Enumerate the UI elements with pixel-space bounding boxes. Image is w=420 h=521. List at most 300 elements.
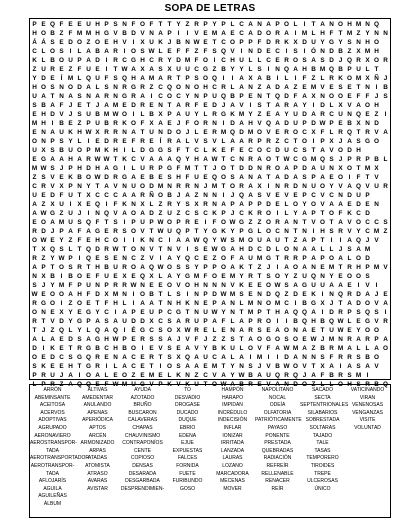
grid-letter[interactable]: E bbox=[104, 228, 109, 235]
grid-letter[interactable]: X bbox=[194, 201, 199, 208]
grid-letter[interactable]: Á bbox=[41, 39, 46, 46]
grid-letter[interactable]: C bbox=[266, 147, 271, 154]
grid-letter[interactable]: I bbox=[321, 309, 324, 316]
grid-letter[interactable]: A bbox=[104, 327, 109, 334]
grid-letter[interactable]: A bbox=[86, 84, 91, 91]
grid-letter[interactable]: P bbox=[131, 309, 136, 316]
grid-letter[interactable]: B bbox=[338, 66, 343, 73]
grid-letter[interactable]: W bbox=[130, 282, 137, 289]
grid-letter[interactable]: R bbox=[284, 57, 289, 64]
grid-letter[interactable]: G bbox=[131, 57, 136, 64]
grid-letter[interactable]: Y bbox=[185, 93, 190, 100]
grid-letter[interactable]: H bbox=[95, 165, 100, 172]
grid-letter[interactable]: A bbox=[50, 156, 55, 163]
grid-letter[interactable]: P bbox=[221, 21, 226, 28]
grid-letter[interactable]: D bbox=[212, 102, 217, 109]
grid-letter[interactable]: V bbox=[212, 138, 217, 145]
grid-letter[interactable]: D bbox=[95, 246, 100, 253]
grid-letter[interactable]: P bbox=[104, 282, 109, 289]
grid-letter[interactable]: R bbox=[248, 138, 253, 145]
grid-letter[interactable]: D bbox=[149, 183, 154, 190]
grid-letter[interactable]: P bbox=[320, 255, 325, 262]
grid-letter[interactable]: W bbox=[193, 39, 200, 46]
grid-letter[interactable]: H bbox=[113, 39, 118, 46]
grid-letter[interactable]: F bbox=[338, 210, 343, 217]
grid-letter[interactable]: Q bbox=[311, 273, 316, 280]
grid-letter[interactable]: B bbox=[50, 273, 55, 280]
grid-letter[interactable]: A bbox=[239, 255, 244, 262]
grid-letter[interactable]: Q bbox=[365, 309, 370, 316]
grid-letter[interactable]: W bbox=[220, 237, 227, 244]
grid-letter[interactable]: L bbox=[131, 165, 136, 172]
grid-letter[interactable]: H bbox=[95, 264, 100, 271]
grid-letter[interactable]: I bbox=[60, 300, 63, 307]
grid-letter[interactable]: R bbox=[257, 318, 262, 325]
grid-letter[interactable]: Y bbox=[230, 372, 235, 379]
grid-letter[interactable]: M bbox=[337, 345, 344, 352]
grid-letter[interactable]: V bbox=[230, 48, 235, 55]
grid-letter[interactable]: U bbox=[68, 147, 73, 154]
grid-letter[interactable]: M bbox=[373, 264, 380, 271]
grid-letter[interactable]: R bbox=[365, 381, 370, 388]
grid-letter[interactable]: K bbox=[167, 381, 172, 388]
grid-letter[interactable]: D bbox=[68, 39, 73, 46]
grid-letter[interactable]: L bbox=[329, 102, 334, 109]
grid-letter[interactable]: Y bbox=[365, 30, 370, 37]
grid-letter[interactable]: W bbox=[58, 255, 65, 262]
grid-letter[interactable]: D bbox=[104, 138, 109, 145]
grid-letter[interactable]: A bbox=[32, 201, 37, 208]
grid-letter[interactable]: Q bbox=[302, 309, 307, 316]
grid-letter[interactable]: F bbox=[329, 354, 334, 361]
grid-letter[interactable]: D bbox=[266, 246, 271, 253]
grid-letter[interactable]: A bbox=[176, 237, 181, 244]
grid-letter[interactable]: I bbox=[186, 30, 189, 37]
grid-letter[interactable]: I bbox=[105, 363, 108, 370]
grid-letter[interactable]: A bbox=[383, 129, 388, 136]
grid-letter[interactable]: X bbox=[158, 111, 163, 118]
grid-letter[interactable]: R bbox=[77, 345, 82, 352]
grid-letter[interactable]: A bbox=[365, 363, 370, 370]
grid-letter[interactable]: I bbox=[123, 165, 126, 172]
grid-letter[interactable]: Y bbox=[86, 183, 91, 190]
grid-letter[interactable]: R bbox=[113, 48, 118, 55]
grid-letter[interactable]: L bbox=[41, 48, 46, 55]
grid-letter[interactable]: S bbox=[356, 309, 361, 316]
grid-letter[interactable]: C bbox=[356, 210, 361, 217]
grid-letter[interactable]: M bbox=[310, 156, 317, 163]
grid-letter[interactable]: K bbox=[122, 156, 127, 163]
grid-letter[interactable]: C bbox=[230, 156, 235, 163]
grid-letter[interactable]: E bbox=[131, 336, 136, 343]
grid-letter[interactable]: Z bbox=[158, 201, 163, 208]
grid-letter[interactable]: L bbox=[158, 273, 163, 280]
grid-letter[interactable]: P bbox=[347, 309, 352, 316]
grid-letter[interactable]: A bbox=[347, 183, 352, 190]
grid-letter[interactable]: P bbox=[50, 138, 55, 145]
grid-letter[interactable]: V bbox=[374, 318, 379, 325]
grid-letter[interactable]: Y bbox=[284, 111, 289, 118]
grid-letter[interactable]: R bbox=[32, 318, 37, 325]
grid-letter[interactable]: J bbox=[338, 246, 343, 253]
grid-letter[interactable]: A bbox=[221, 201, 226, 208]
grid-letter[interactable]: P bbox=[149, 219, 154, 226]
grid-letter[interactable]: E bbox=[122, 102, 127, 109]
grid-letter[interactable]: X bbox=[374, 165, 379, 172]
grid-letter[interactable]: F bbox=[194, 102, 199, 109]
grid-letter[interactable]: A bbox=[293, 354, 298, 361]
grid-letter[interactable]: Ñ bbox=[374, 75, 379, 82]
grid-letter[interactable]: N bbox=[95, 210, 100, 217]
grid-letter[interactable]: E bbox=[59, 363, 64, 370]
grid-letter[interactable]: E bbox=[203, 246, 208, 253]
grid-letter[interactable]: V bbox=[374, 300, 379, 307]
grid-letter[interactable]: O bbox=[275, 336, 280, 343]
grid-letter[interactable]: P bbox=[203, 93, 208, 100]
grid-letter[interactable]: R bbox=[239, 183, 244, 190]
grid-letter[interactable]: O bbox=[248, 237, 253, 244]
grid-letter[interactable]: N bbox=[212, 201, 217, 208]
grid-letter[interactable]: O bbox=[293, 336, 298, 343]
grid-letter[interactable]: O bbox=[167, 363, 172, 370]
grid-letter[interactable]: A bbox=[275, 174, 280, 181]
grid-letter[interactable]: Q bbox=[95, 327, 100, 334]
grid-letter[interactable]: H bbox=[77, 165, 82, 172]
grid-letter[interactable]: Z bbox=[140, 255, 145, 262]
grid-letter[interactable]: S bbox=[257, 102, 262, 109]
grid-letter[interactable]: J bbox=[302, 372, 307, 379]
grid-letter[interactable]: A bbox=[176, 102, 181, 109]
grid-letter[interactable]: I bbox=[204, 219, 207, 226]
grid-letter[interactable]: A bbox=[347, 363, 352, 370]
grid-letter[interactable]: Z bbox=[68, 300, 73, 307]
grid-letter[interactable]: P bbox=[77, 282, 82, 289]
grid-letter[interactable]: O bbox=[221, 264, 226, 271]
grid-letter[interactable]: G bbox=[149, 147, 154, 154]
grid-letter[interactable]: T bbox=[320, 327, 325, 334]
grid-letter[interactable]: G bbox=[50, 210, 55, 217]
grid-letter[interactable]: K bbox=[185, 381, 190, 388]
grid-letter[interactable]: D bbox=[95, 291, 100, 298]
grid-letter[interactable]: R bbox=[113, 282, 118, 289]
grid-letter[interactable]: U bbox=[194, 318, 199, 325]
grid-letter[interactable]: X bbox=[41, 147, 46, 154]
grid-letter[interactable]: W bbox=[283, 363, 290, 370]
grid-letter[interactable]: U bbox=[140, 165, 145, 172]
grid-letter[interactable]: O bbox=[257, 147, 262, 154]
grid-letter[interactable]: J bbox=[221, 102, 226, 109]
grid-letter[interactable]: A bbox=[131, 129, 136, 136]
grid-letter[interactable]: A bbox=[122, 363, 127, 370]
grid-letter[interactable]: Q bbox=[203, 237, 208, 244]
grid-letter[interactable]: B bbox=[221, 66, 226, 73]
grid-letter[interactable]: N bbox=[140, 282, 145, 289]
grid-letter[interactable]: K bbox=[158, 39, 163, 46]
grid-letter[interactable]: U bbox=[32, 147, 37, 154]
grid-letter[interactable]: U bbox=[68, 210, 73, 217]
grid-letter[interactable]: A bbox=[176, 111, 181, 118]
grid-letter[interactable]: A bbox=[86, 336, 91, 343]
grid-letter[interactable]: P bbox=[122, 336, 127, 343]
grid-letter[interactable]: M bbox=[76, 30, 83, 37]
grid-letter[interactable]: S bbox=[230, 336, 235, 343]
grid-letter[interactable]: P bbox=[329, 120, 334, 127]
grid-letter[interactable]: O bbox=[266, 300, 271, 307]
grid-letter[interactable]: O bbox=[122, 111, 127, 118]
grid-letter[interactable]: Z bbox=[212, 255, 217, 262]
grid-letter[interactable]: O bbox=[212, 381, 217, 388]
grid-letter[interactable]: S bbox=[77, 336, 82, 343]
grid-letter[interactable]: A bbox=[95, 372, 100, 379]
grid-letter[interactable]: E bbox=[338, 120, 343, 127]
grid-letter[interactable]: D bbox=[32, 345, 37, 352]
grid-letter[interactable]: H bbox=[275, 309, 280, 316]
grid-letter[interactable]: X bbox=[257, 183, 262, 190]
grid-letter[interactable]: D bbox=[284, 174, 289, 181]
grid-letter[interactable]: E bbox=[203, 300, 208, 307]
grid-letter[interactable]: V bbox=[113, 30, 118, 37]
grid-letter[interactable]: I bbox=[123, 237, 126, 244]
grid-letter[interactable]: W bbox=[112, 111, 119, 118]
grid-letter[interactable]: E bbox=[203, 363, 208, 370]
grid-letter[interactable]: R bbox=[113, 57, 118, 64]
grid-letter[interactable]: V bbox=[374, 237, 379, 244]
grid-letter[interactable]: O bbox=[374, 327, 379, 334]
grid-letter[interactable]: F bbox=[68, 282, 73, 289]
grid-letter[interactable]: I bbox=[321, 291, 324, 298]
grid-letter[interactable]: M bbox=[193, 273, 200, 280]
grid-letter[interactable]: A bbox=[239, 327, 244, 334]
grid-letter[interactable]: M bbox=[148, 372, 155, 379]
grid-letter[interactable]: H bbox=[113, 345, 118, 352]
grid-letter[interactable]: D bbox=[50, 192, 55, 199]
grid-letter[interactable]: O bbox=[50, 48, 55, 55]
grid-letter[interactable]: E bbox=[149, 282, 154, 289]
grid-letter[interactable]: N bbox=[77, 183, 82, 190]
grid-letter[interactable]: E bbox=[203, 30, 208, 37]
grid-letter[interactable]: T bbox=[167, 102, 172, 109]
grid-letter[interactable]: Q bbox=[230, 129, 235, 136]
grid-letter[interactable]: I bbox=[69, 201, 72, 208]
grid-letter[interactable]: L bbox=[365, 66, 370, 73]
grid-letter[interactable]: B bbox=[239, 381, 244, 388]
grid-letter[interactable]: W bbox=[310, 336, 317, 343]
grid-letter[interactable]: O bbox=[131, 345, 136, 352]
grid-letter[interactable]: L bbox=[230, 354, 235, 361]
grid-letter[interactable]: L bbox=[77, 75, 82, 82]
grid-letter[interactable]: Í bbox=[159, 138, 162, 145]
grid-letter[interactable]: R bbox=[158, 57, 163, 64]
grid-letter[interactable]: B bbox=[275, 363, 280, 370]
grid-letter[interactable]: T bbox=[95, 300, 100, 307]
grid-letter[interactable]: A bbox=[149, 300, 154, 307]
grid-letter[interactable]: N bbox=[86, 93, 91, 100]
grid-letter[interactable]: A bbox=[275, 120, 280, 127]
grid-letter[interactable]: J bbox=[374, 291, 379, 298]
grid-letter[interactable]: A bbox=[221, 30, 226, 37]
grid-letter[interactable]: V bbox=[194, 138, 199, 145]
grid-letter[interactable]: Z bbox=[68, 66, 73, 73]
grid-letter[interactable]: L bbox=[68, 246, 73, 253]
grid-letter[interactable]: O bbox=[329, 255, 334, 262]
grid-letter[interactable]: C bbox=[104, 192, 109, 199]
grid-letter[interactable]: W bbox=[274, 282, 281, 289]
grid-letter[interactable]: U bbox=[149, 39, 154, 46]
grid-letter[interactable]: E bbox=[95, 138, 100, 145]
grid-letter[interactable]: X bbox=[248, 75, 253, 82]
grid-letter[interactable]: U bbox=[338, 111, 343, 118]
grid-letter[interactable]: S bbox=[77, 219, 82, 226]
grid-letter[interactable]: V bbox=[383, 264, 388, 271]
grid-letter[interactable]: A bbox=[293, 102, 298, 109]
grid-letter[interactable]: W bbox=[337, 327, 344, 334]
grid-letter[interactable]: Y bbox=[176, 21, 181, 28]
grid-letter[interactable]: D bbox=[140, 318, 145, 325]
grid-letter[interactable]: K bbox=[347, 210, 352, 217]
grid-letter[interactable]: A bbox=[167, 156, 172, 163]
grid-letter[interactable]: D bbox=[95, 57, 100, 64]
grid-letter[interactable]: M bbox=[238, 237, 245, 244]
grid-letter[interactable]: Z bbox=[212, 336, 217, 343]
grid-letter[interactable]: J bbox=[212, 165, 217, 172]
grid-letter[interactable]: I bbox=[123, 327, 126, 334]
grid-letter[interactable]: Z bbox=[257, 84, 262, 91]
grid-letter[interactable]: Q bbox=[50, 246, 55, 253]
grid-letter[interactable]: E bbox=[203, 255, 208, 262]
grid-letter[interactable]: H bbox=[374, 48, 379, 55]
grid-letter[interactable]: W bbox=[238, 372, 245, 379]
grid-letter[interactable]: V bbox=[320, 201, 325, 208]
grid-letter[interactable]: H bbox=[356, 264, 361, 271]
grid-letter[interactable]: F bbox=[302, 75, 307, 82]
grid-letter[interactable]: Z bbox=[68, 237, 73, 244]
grid-letter[interactable]: A bbox=[383, 336, 388, 343]
grid-letter[interactable]: A bbox=[32, 336, 37, 343]
grid-letter[interactable]: U bbox=[248, 255, 253, 262]
grid-letter[interactable]: G bbox=[41, 156, 46, 163]
grid-letter[interactable]: C bbox=[239, 30, 244, 37]
grid-letter[interactable]: E bbox=[41, 21, 46, 28]
grid-letter[interactable]: P bbox=[230, 201, 235, 208]
grid-letter[interactable]: S bbox=[158, 327, 163, 334]
grid-letter[interactable]: T bbox=[113, 66, 118, 73]
grid-letter[interactable]: A bbox=[167, 273, 172, 280]
grid-letter[interactable]: S bbox=[167, 345, 172, 352]
grid-letter[interactable]: C bbox=[293, 147, 298, 154]
grid-letter[interactable]: Á bbox=[32, 39, 37, 46]
grid-letter[interactable]: P bbox=[86, 318, 91, 325]
grid-letter[interactable]: X bbox=[59, 309, 64, 316]
grid-letter[interactable]: D bbox=[68, 336, 73, 343]
grid-letter[interactable]: X bbox=[149, 120, 154, 127]
grid-letter[interactable]: N bbox=[356, 39, 361, 46]
grid-letter[interactable]: Z bbox=[194, 372, 199, 379]
grid-letter[interactable]: A bbox=[149, 156, 154, 163]
grid-letter[interactable]: V bbox=[320, 84, 325, 91]
grid-letter[interactable]: R bbox=[248, 156, 253, 163]
grid-letter[interactable]: O bbox=[293, 363, 298, 370]
grid-letter[interactable]: W bbox=[337, 318, 344, 325]
grid-letter[interactable]: R bbox=[167, 201, 172, 208]
grid-letter[interactable]: R bbox=[347, 336, 352, 343]
grid-letter[interactable]: T bbox=[203, 381, 208, 388]
grid-letter[interactable]: F bbox=[320, 129, 325, 136]
grid-letter[interactable]: O bbox=[293, 57, 298, 64]
grid-letter[interactable]: A bbox=[329, 282, 334, 289]
grid-letter[interactable]: D bbox=[77, 84, 82, 91]
grid-letter[interactable]: Q bbox=[221, 93, 226, 100]
grid-letter[interactable]: O bbox=[176, 84, 181, 91]
grid-letter[interactable]: N bbox=[257, 291, 262, 298]
grid-letter[interactable]: O bbox=[158, 192, 163, 199]
grid-letter[interactable]: I bbox=[150, 93, 153, 100]
grid-letter[interactable]: T bbox=[221, 156, 226, 163]
grid-letter[interactable]: S bbox=[293, 48, 298, 55]
grid-letter[interactable]: H bbox=[347, 381, 352, 388]
grid-letter[interactable]: T bbox=[185, 147, 190, 154]
grid-letter[interactable]: V bbox=[320, 192, 325, 199]
grid-letter[interactable]: V bbox=[140, 30, 145, 37]
grid-letter[interactable]: A bbox=[131, 66, 136, 73]
grid-letter[interactable]: D bbox=[239, 129, 244, 136]
grid-letter[interactable]: V bbox=[122, 39, 127, 46]
grid-letter[interactable]: P bbox=[68, 165, 73, 172]
grid-letter[interactable]: O bbox=[194, 84, 199, 91]
grid-letter[interactable]: N bbox=[374, 30, 379, 37]
grid-letter[interactable]: W bbox=[112, 246, 119, 253]
grid-letter[interactable]: S bbox=[203, 138, 208, 145]
grid-letter[interactable]: U bbox=[41, 66, 46, 73]
grid-letter[interactable]: W bbox=[319, 120, 326, 127]
grid-letter[interactable]: L bbox=[329, 246, 334, 253]
grid-letter[interactable]: S bbox=[104, 318, 109, 325]
grid-letter[interactable]: R bbox=[356, 57, 361, 64]
grid-letter[interactable]: S bbox=[302, 174, 307, 181]
grid-letter[interactable]: V bbox=[266, 363, 271, 370]
grid-letter[interactable]: R bbox=[185, 183, 190, 190]
grid-letter[interactable]: A bbox=[302, 264, 307, 271]
grid-letter[interactable]: O bbox=[329, 93, 334, 100]
grid-letter[interactable]: D bbox=[293, 183, 298, 190]
grid-letter[interactable]: L bbox=[77, 138, 82, 145]
grid-letter[interactable]: S bbox=[50, 165, 55, 172]
grid-letter[interactable]: O bbox=[131, 228, 136, 235]
grid-letter[interactable]: M bbox=[157, 183, 164, 190]
grid-letter[interactable]: A bbox=[356, 246, 361, 253]
grid-letter[interactable]: L bbox=[203, 147, 208, 154]
grid-letter[interactable]: N bbox=[284, 228, 289, 235]
grid-letter[interactable]: Y bbox=[329, 273, 334, 280]
grid-letter[interactable]: O bbox=[77, 147, 82, 154]
grid-letter[interactable]: P bbox=[257, 201, 262, 208]
grid-letter[interactable]: A bbox=[284, 264, 289, 271]
grid-letter[interactable]: J bbox=[320, 336, 325, 343]
grid-letter[interactable]: U bbox=[311, 183, 316, 190]
grid-letter[interactable]: E bbox=[59, 345, 64, 352]
grid-letter[interactable]: O bbox=[203, 75, 208, 82]
grid-letter[interactable]: W bbox=[211, 156, 218, 163]
grid-letter[interactable]: Q bbox=[383, 381, 388, 388]
grid-letter[interactable]: A bbox=[302, 246, 307, 253]
grid-letter[interactable]: F bbox=[221, 318, 226, 325]
grid-letter[interactable]: S bbox=[320, 354, 325, 361]
grid-letter[interactable]: A bbox=[194, 363, 199, 370]
grid-letter[interactable]: A bbox=[158, 75, 163, 82]
grid-letter[interactable]: G bbox=[266, 336, 271, 343]
grid-letter[interactable]: B bbox=[122, 345, 127, 352]
grid-letter[interactable]: N bbox=[257, 93, 262, 100]
grid-letter[interactable]: E bbox=[329, 84, 334, 91]
